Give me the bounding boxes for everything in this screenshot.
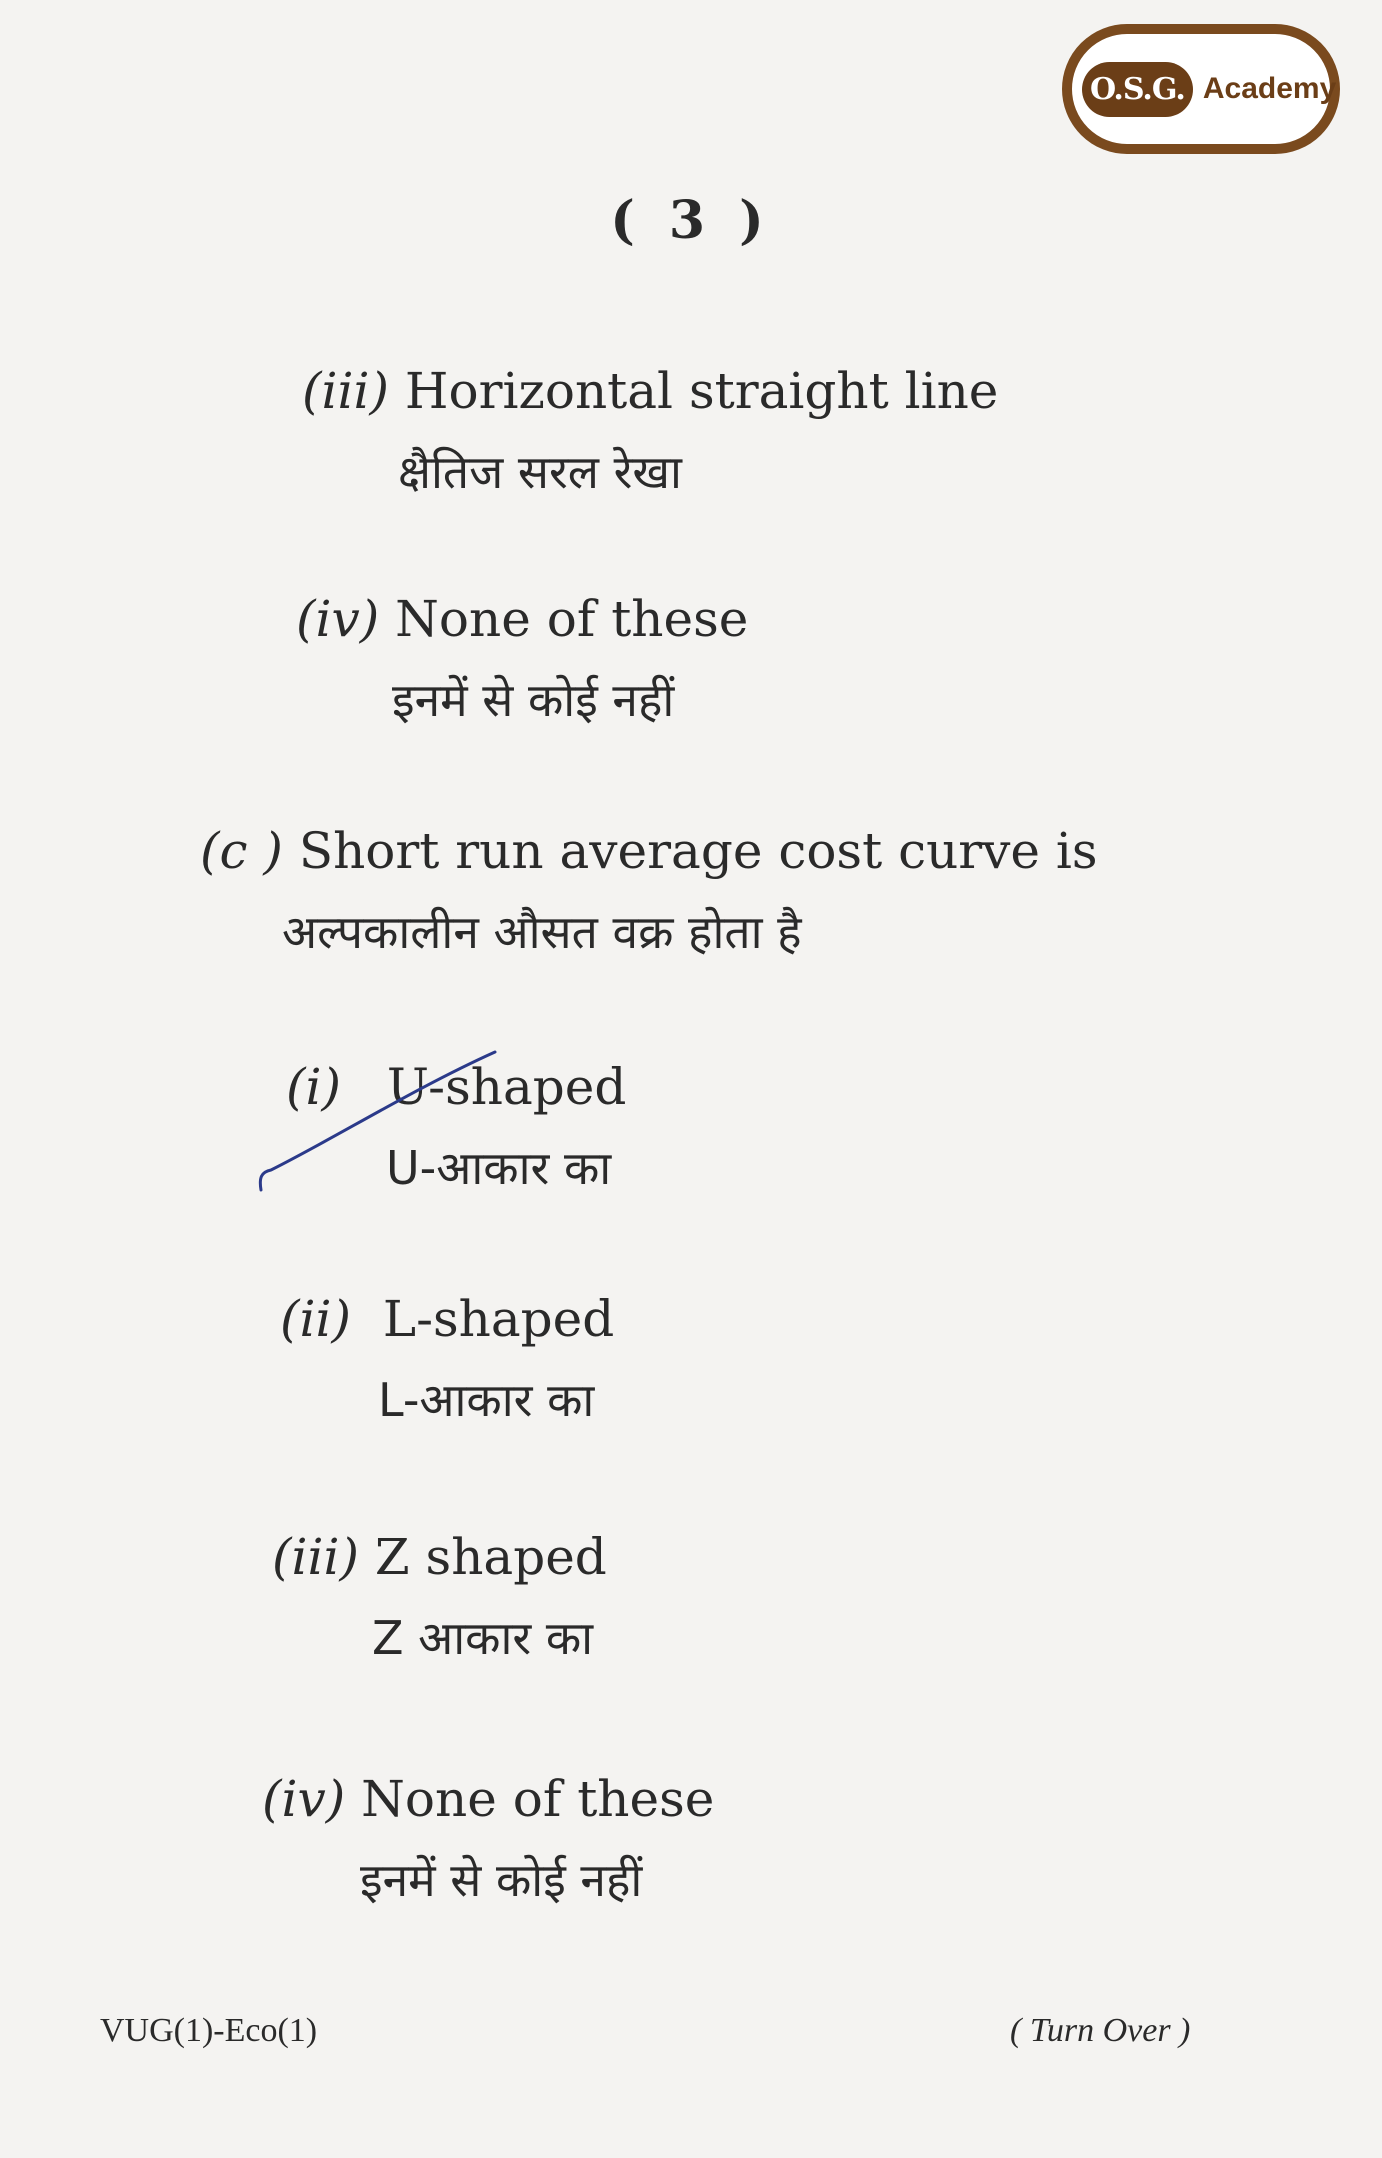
option-iii xyxy=(272,1528,607,1586)
option-english: Z shaped xyxy=(374,1528,607,1586)
option-ii-hindi: L-आकार का xyxy=(378,1373,595,1427)
page-number: ( 3 ) xyxy=(610,190,772,251)
option-marker: (iv) xyxy=(262,1770,346,1828)
option-marker: (i) xyxy=(286,1058,342,1116)
option-iv-hindi: इनमें से कोई नहीं xyxy=(360,1853,643,1907)
pen-tick-mark xyxy=(255,1048,515,1208)
option-marker: (iv) xyxy=(296,590,380,648)
logo-abbr: O.S.G. xyxy=(1082,62,1193,117)
prev-option-iv-hindi: इनमें से कोई नहीं xyxy=(392,673,675,727)
option-english: None of these xyxy=(395,590,749,648)
option-marker: (iii) xyxy=(272,1528,359,1586)
paper-code: VUG(1)-Eco(1) xyxy=(100,2012,318,2049)
option-marker: (ii) xyxy=(280,1290,351,1348)
option-english: Horizontal straight line xyxy=(404,362,999,420)
question-c xyxy=(200,822,1098,880)
option-iii-hindi: Z आकार का xyxy=(372,1611,594,1665)
option-ii xyxy=(280,1290,614,1348)
question-c-hindi: अल्पकालीन औसत वक्र होता है xyxy=(282,905,802,959)
turn-over-note: ( Turn Over ) xyxy=(1010,2012,1191,2049)
question-marker: (c ) xyxy=(200,822,283,880)
option-iv xyxy=(262,1770,714,1828)
option-i-hindi: U-आकार का xyxy=(386,1141,612,1195)
option-english: L-shaped xyxy=(382,1290,615,1348)
option-english: None of these xyxy=(361,1770,715,1828)
logo-name: Academy xyxy=(1202,72,1337,105)
option-marker: (iii) xyxy=(302,362,389,420)
prev-option-iii-hindi: क्षैतिज सरल रेखा xyxy=(398,445,682,499)
prev-option-iv xyxy=(296,590,748,648)
prev-option-iii xyxy=(302,362,998,420)
osg-academy-logo xyxy=(1062,24,1340,154)
question-english: Short run average cost curve is xyxy=(298,822,1098,880)
option-english: U-shaped xyxy=(386,1058,627,1116)
